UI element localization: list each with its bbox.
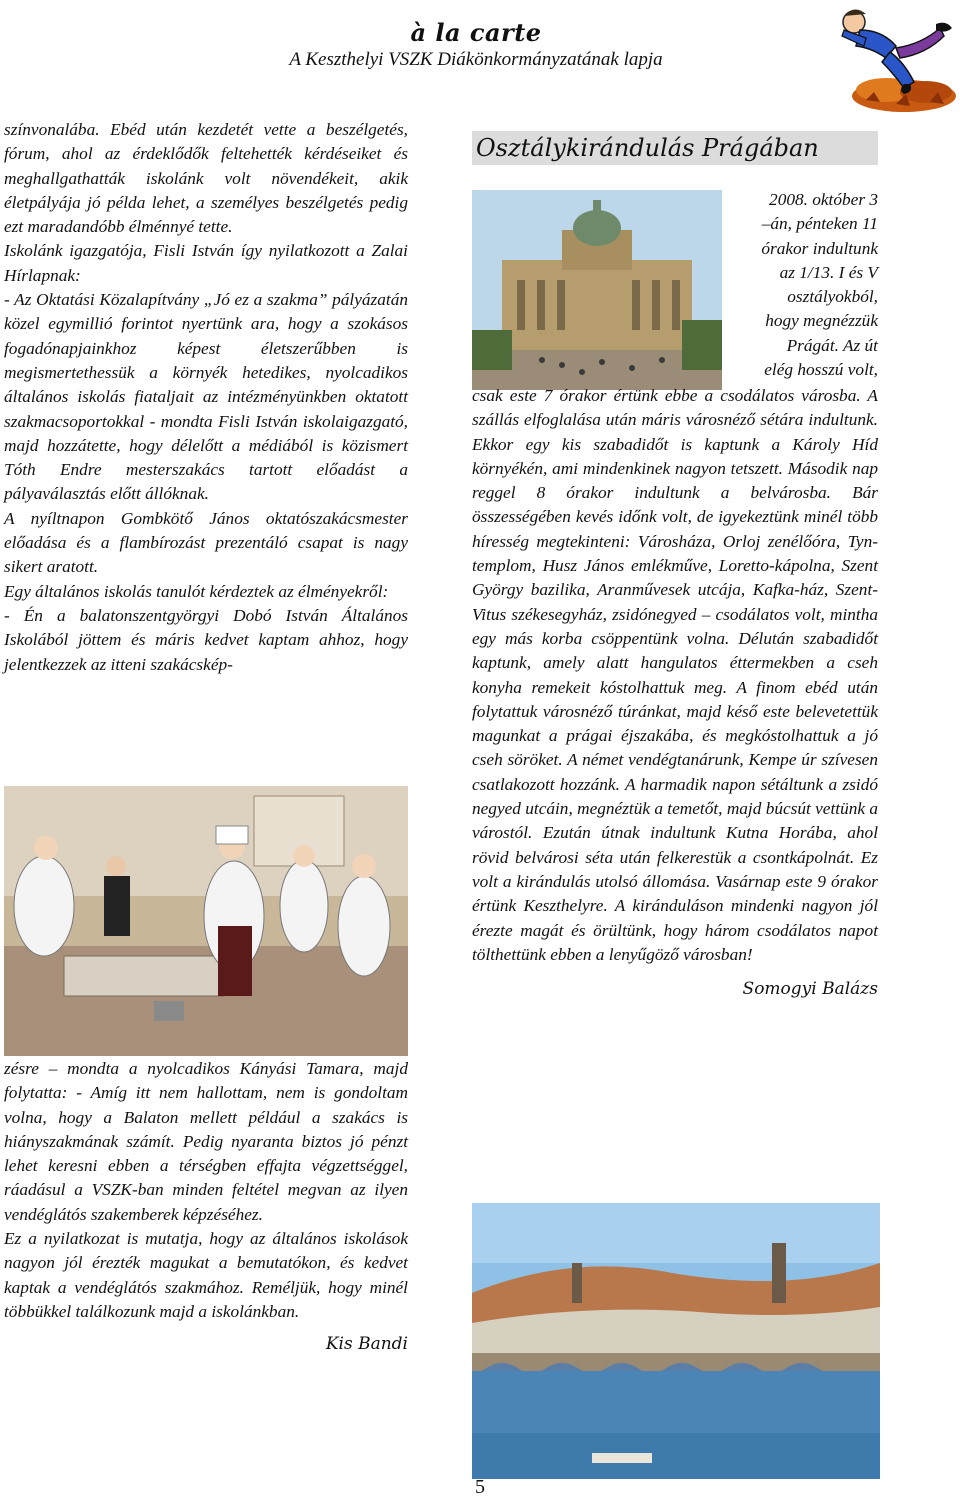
wrapped-line: 2008. október 3: [769, 190, 878, 209]
article-paragraph: - Az Oktatási Közalapítvány „Jó ez a szakma” pályázatán közel egymillió forintot nyertünk ara, hogy a szokásos fogadónapjainkhoz képest életszerűbben is megismertethessük a környék hetedikes, nyolcadikos általános iskolás fiataljait az intézményünkben oktatott szakmacsoportokkal - mondta Fisli István iskolaigazgató, majd hozzátette, hogy délelőtt a médiából is közismert Tóth Endre mesterszakács tartott előadást a pályaválasztás előtt állóknak.: [4, 290, 408, 504]
newsletter-title: à la carte: [410, 18, 542, 47]
prague-charles-bridge-photo: [472, 1203, 880, 1479]
article-paragraph: - Én a balatonszentgyörgyi Dobó István Általános Iskolából jöttem és máris kedvet kaptam ahhoz, hogy jelentkezzek az itteni szakácskép-: [4, 605, 408, 674]
wrapped-line: –án, pénteken 11: [761, 214, 878, 234]
article-paragraph: Egy általános iskolás tanulót kérdeztek az élményekről:: [4, 581, 389, 601]
wrapped-line: az 1/13. I és V: [779, 262, 878, 282]
article-paragraph: csak este 7 órakor értünk ebbe a csodálatos városba. A szállás elfoglalása után máris városnéző sétára indultunk. Ekkor egy kis szabadidőt is kaptunk a Károly Híd környékén, ami mindenkinek nagyon tetszett. Második nap reggel 8 órakor indultunk a belvárosba. Bár összességében kevés időnk volt, de igyekeztünk minél több híresség megtekinteni: Városháza, Orloj zenélőóra, Tyn-templom, Husz János emlékműve, Loretto-kápolna, Szent György bazilika, Aranművesek utcája, Kafka-ház, Szent- Vitus székesegyház, zsidónegyed – csodálatos volt, mintha egy más korba csöppentünk volna. Délután szabadidőt kaptunk, amely alatt hangulatos éttermekben a cseh konyha remekeit kóstolhattuk meg. A finom ebéd után folytattuk városnéző túránkat, majd késő este belevetettük magunkat a prágai éjszakába, és megkóstolhattuk a jó cseh söröket. A német vendégtanárunk, Kempe úr szívesen csatlakozott hozzánk. A harmadik napon sétáltunk a zsidó negyed utcáin, megnéztük a temetőt, majd búcsút vettünk a várostól. Ezután útnak indultunk Kutna Horába, ahol rövid belvárosi séta után felkerestük a csontkápolnát. Ez volt a kirándulás utolsó állomása. Vasárnap este 9 órakor értünk Keszthelyre. A kiránduláson mindenki nagyon jól érezte magát és örültünk, hogy három csodálatos napot tölthettünk ebben a lenyűgöző városban!: [472, 386, 878, 964]
author-signature: Kis Bandi: [325, 1334, 408, 1355]
right-article-body: [472, 384, 878, 999]
prague-national-museum-photo: [472, 190, 722, 390]
left-article: [4, 118, 408, 677]
wrapped-line: Prágát. Az út: [786, 335, 878, 355]
article-headline: Osztálykirándulás Prágában: [472, 131, 878, 165]
wrapped-line: órakor indultunk: [761, 238, 878, 258]
article-paragraph: Ez a nyilatkozat is mutatja, hogy az általános iskolások nagyon jól érezték magukat a bemutatókon, és kedvet kaptak a vendéglátós szakmához. Reméljük, hogy minél többükkel találkozunk majd a iskolánkban.: [4, 1229, 408, 1321]
article-paragraph: A nyíltnapon Gombkötő János oktatószakácsmester előadása és a flambírozást prezentáló csapat is nagy sikert aratott.: [4, 508, 408, 577]
newsletter-subtitle: A Keszthelyi VSZK Diákönkormányzatának lapja: [289, 49, 663, 70]
page-header: [0, 18, 960, 71]
article-paragraph: színvonalába. Ebéd után kezdetét vette a beszélgetés, fórum, ahol az érdeklődők feltehették kérdéseiket és meghallgathatták iskolánk volt növendékeit, akik életpályája jó példa lehet, a személyes beszélgetés pedig ezt maradandóbb élménnyé tette.: [4, 120, 408, 237]
article-paragraph: zésre – mondta a nyolcadikos Kányási Tamara, majd folytatta: - Amíg itt nem hallottam, nem is gondoltam volna, hogy a Balaton mellett például a szakács is hiányszakmának számít. Pedig nyaranta biztos jó pénzt lehet keresni ebben a térségben effajta végzettséggel, ráadásul a VSZK-ban minden feltétel megvan az ilyen vendéglátós szakemberek képzéséhez.: [4, 1059, 408, 1224]
wrapped-intro-lines: [730, 188, 878, 382]
wrapped-line: hogy megnézzük: [765, 311, 878, 331]
wrapped-line: elég hosszú volt,: [764, 360, 878, 380]
page-number: 5: [475, 1476, 485, 1498]
author-signature: Somogyi Balázs: [742, 979, 878, 1000]
kitchen-demonstration-photo: [4, 786, 408, 1056]
article-paragraph: Iskolánk igazgatója, Fisli István így nyilatkozott a Zalai Hírlapnak:: [4, 241, 408, 285]
mascot-logo-illustration: [826, 4, 960, 116]
wrapped-line: osztályokból,: [787, 287, 878, 307]
left-article-continued: [4, 1057, 408, 1354]
